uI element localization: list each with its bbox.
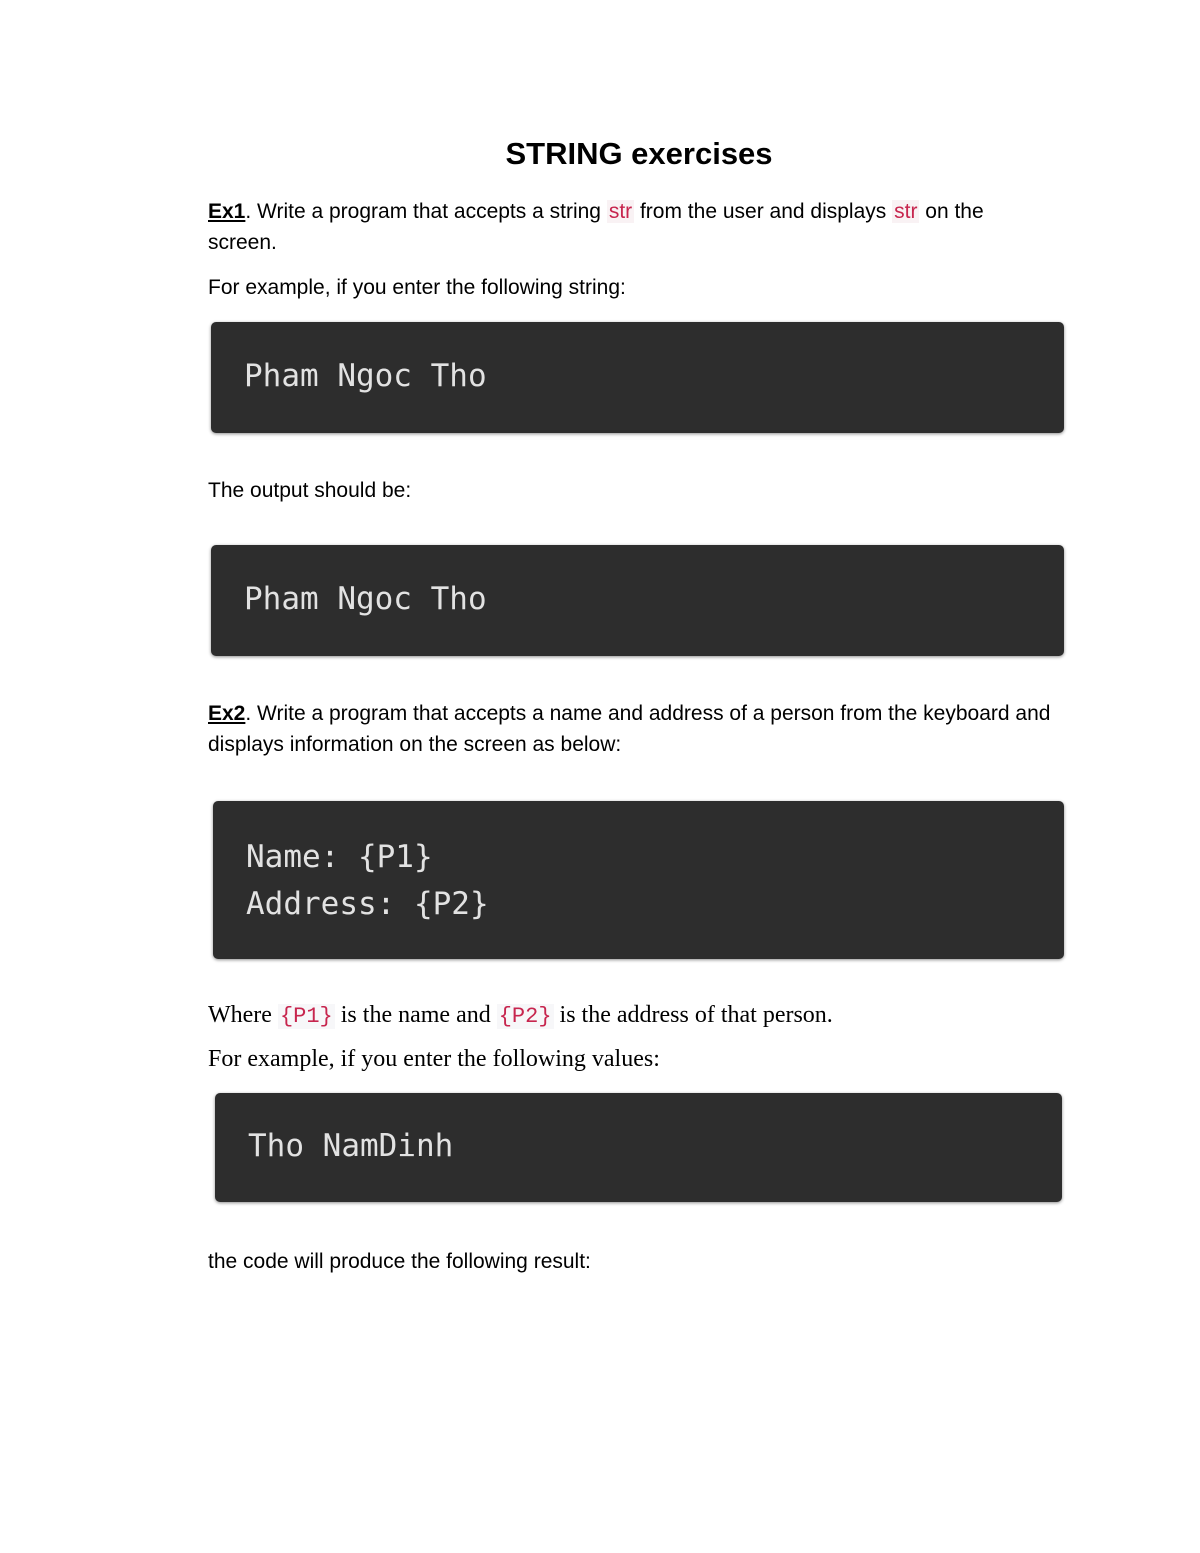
ex1-example-intro: For example, if you enter the following string:	[208, 276, 626, 299]
ex1-input-code-block	[211, 322, 1064, 433]
ex1-label: Ex1	[208, 200, 246, 223]
ex1-text-a: . Write a program that accepts a string	[245, 200, 607, 223]
ex2-where-c: is the address of that person.	[553, 1002, 833, 1028]
ex2-where-a: Where	[208, 1002, 278, 1028]
ex1-statement	[208, 196, 1058, 258]
ex2-where-explanation	[208, 1000, 1058, 1032]
ex1-output-intro: The output should be:	[208, 479, 412, 502]
ex1-output-code-block	[211, 545, 1064, 656]
p1-inline-code: {P1}	[279, 1004, 333, 1029]
ex1-inline-code-str: str	[894, 200, 918, 223]
code-line: Tho NamDinh	[248, 1128, 454, 1164]
ex1-text-b: from the user and displays	[634, 200, 893, 223]
ex2-example-intro: For example, if you enter the following values:	[208, 1046, 660, 1072]
ex2-result-intro: the code will produce the following result:	[208, 1250, 591, 1273]
ex2-where-b: is the name and	[334, 1002, 497, 1028]
ex1-inline-code-str: str	[608, 200, 633, 223]
ex2-label: Ex2	[208, 702, 246, 725]
ex2-statement	[208, 698, 1058, 760]
code-line: Address: {P2}	[246, 886, 489, 922]
ex2-format-code-block	[213, 801, 1064, 959]
page-title: STRING exercises	[505, 136, 773, 171]
code-line: Pham Ngoc Tho	[244, 358, 487, 394]
ex1-text-c: on the screen.	[208, 200, 984, 254]
code-line: Pham Ngoc Tho	[244, 581, 487, 617]
p2-inline-code: {P2}	[498, 1004, 552, 1029]
ex2-text: . Write a program that accepts a name and address of a person from the keyboard and displays information on the screen as below:	[208, 702, 1051, 756]
ex2-input-code-block	[215, 1093, 1062, 1202]
code-line: Name: {P1}	[246, 839, 433, 875]
